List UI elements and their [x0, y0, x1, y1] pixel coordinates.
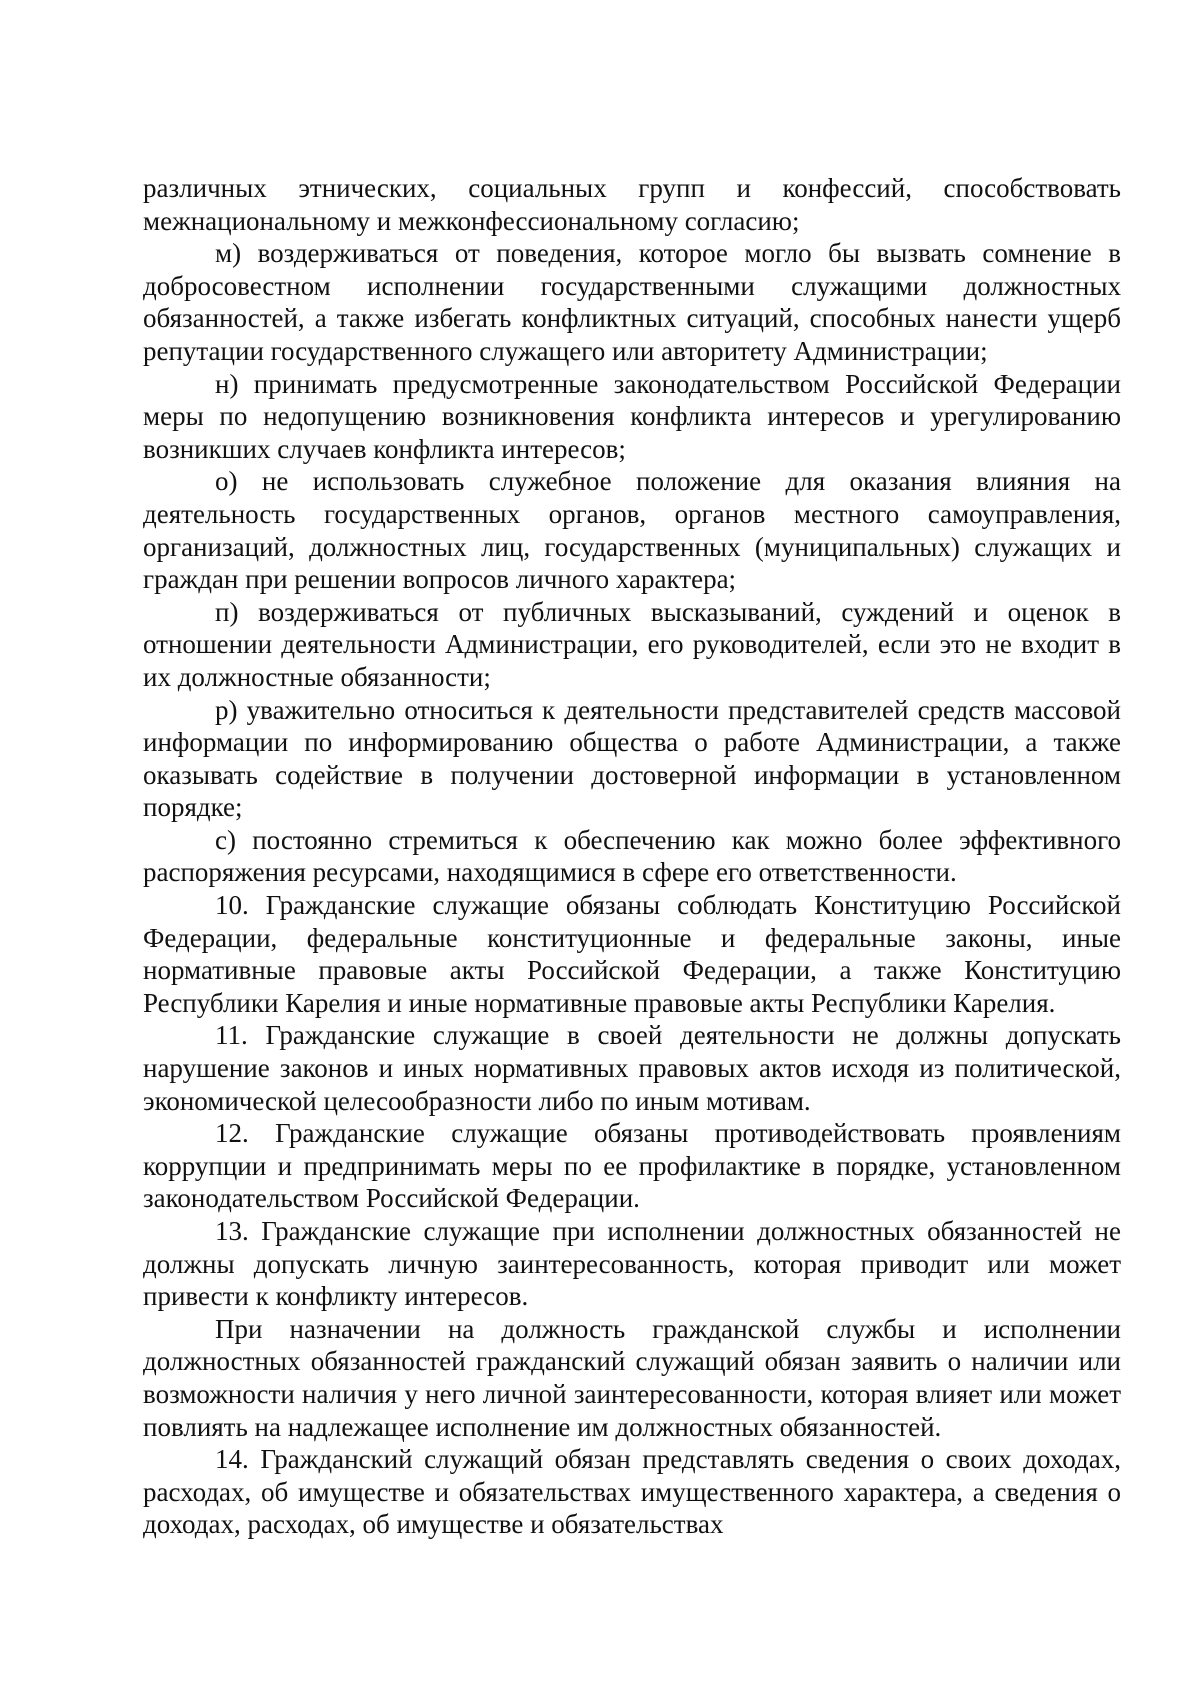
paragraph-item-m: м) воздерживаться от поведения, которое могло бы вызвать сомнение в добросовестном исполнении государственными служащими должностных обязанностей, а также избегать конфликтных ситуаций, способных нанести ущерб репутации государственного служащего или авторитету Администрации;	[143, 238, 1121, 366]
paragraph-continuation: различных этнических, социальных групп и конфессий, способствовать межнациональному и межконфессиональному согласию;	[143, 173, 1121, 236]
paragraph-section-12: 12. Гражданские служащие обязаны противодействовать проявлениям коррупции и предпринимать меры по ее профилактике в порядке, установленном законодательством Российской Федерации.	[143, 1118, 1121, 1214]
paragraph-section-11: 11. Гражданские служащие в своей деятельности не должны допускать нарушение законов и иных нормативных правовых актов исходя из политической, экономической целесообразности либо по иным мотивам.	[143, 1020, 1121, 1116]
paragraph-item-n: н) принимать предусмотренные законодательством Российской Федерации меры по недопущению возникновения конфликта интересов и урегулированию возникших случаев конфликта интересов;	[143, 368, 1121, 464]
paragraph-section-13-continued: При назначении на должность гражданской службы и исполнении должностных обязанностей гражданский служащий обязан заявить о наличии или возможности наличия у него личной заинтересованности, которая влияет или может повлиять на надлежащее исполнение им должностных обязанностей.	[143, 1313, 1121, 1442]
paragraph-item-r: р) уважительно относиться к деятельности представителей средств массовой информации по информированию общества о работе Администрации, а также оказывать содействие в получении достоверной информации в установленном порядке;	[143, 694, 1121, 823]
paragraph-section-13: 13. Гражданские служащие при исполнении должностных обязанностей не должны допускать личную заинтересованность, которая приводит или может привести к конфликту интересов.	[143, 1216, 1121, 1312]
document-page	[143, 172, 1121, 1541]
paragraph-section-14: 14. Гражданский служащий обязан представлять сведения о своих доходах, расходах, об имуществе и обязательствах имущественного характера, а сведения о доходах, расходах, об имуществе и обязательствах	[143, 1444, 1121, 1540]
paragraph-item-p: п) воздерживаться от публичных высказываний, суждений и оценок в отношении деятельности Администрации, его руководителей, если это не входит в их должностные обязанности;	[143, 596, 1121, 692]
paragraph-item-s: с) постоянно стремиться к обеспечению как можно более эффективного распоряжения ресурсами, находящимися в сфере его ответственности.	[143, 824, 1121, 888]
paragraph-item-o: о) не использовать служебное положение для оказания влияния на деятельность государственных органов, органов местного самоуправления, организаций, должностных лиц, государственных (муниципальных) служащих и граждан при решении вопросов личного характера;	[143, 466, 1121, 595]
paragraph-section-10: 10. Гражданские служащие обязаны соблюдать Конституцию Российской Федерации, федеральные конституционные и федеральные законы, иные нормативные правовые акты Российской Федерации, а также Конституцию Республики Карелия и иные нормативные правовые акты Республики Карелия.	[143, 890, 1121, 1018]
